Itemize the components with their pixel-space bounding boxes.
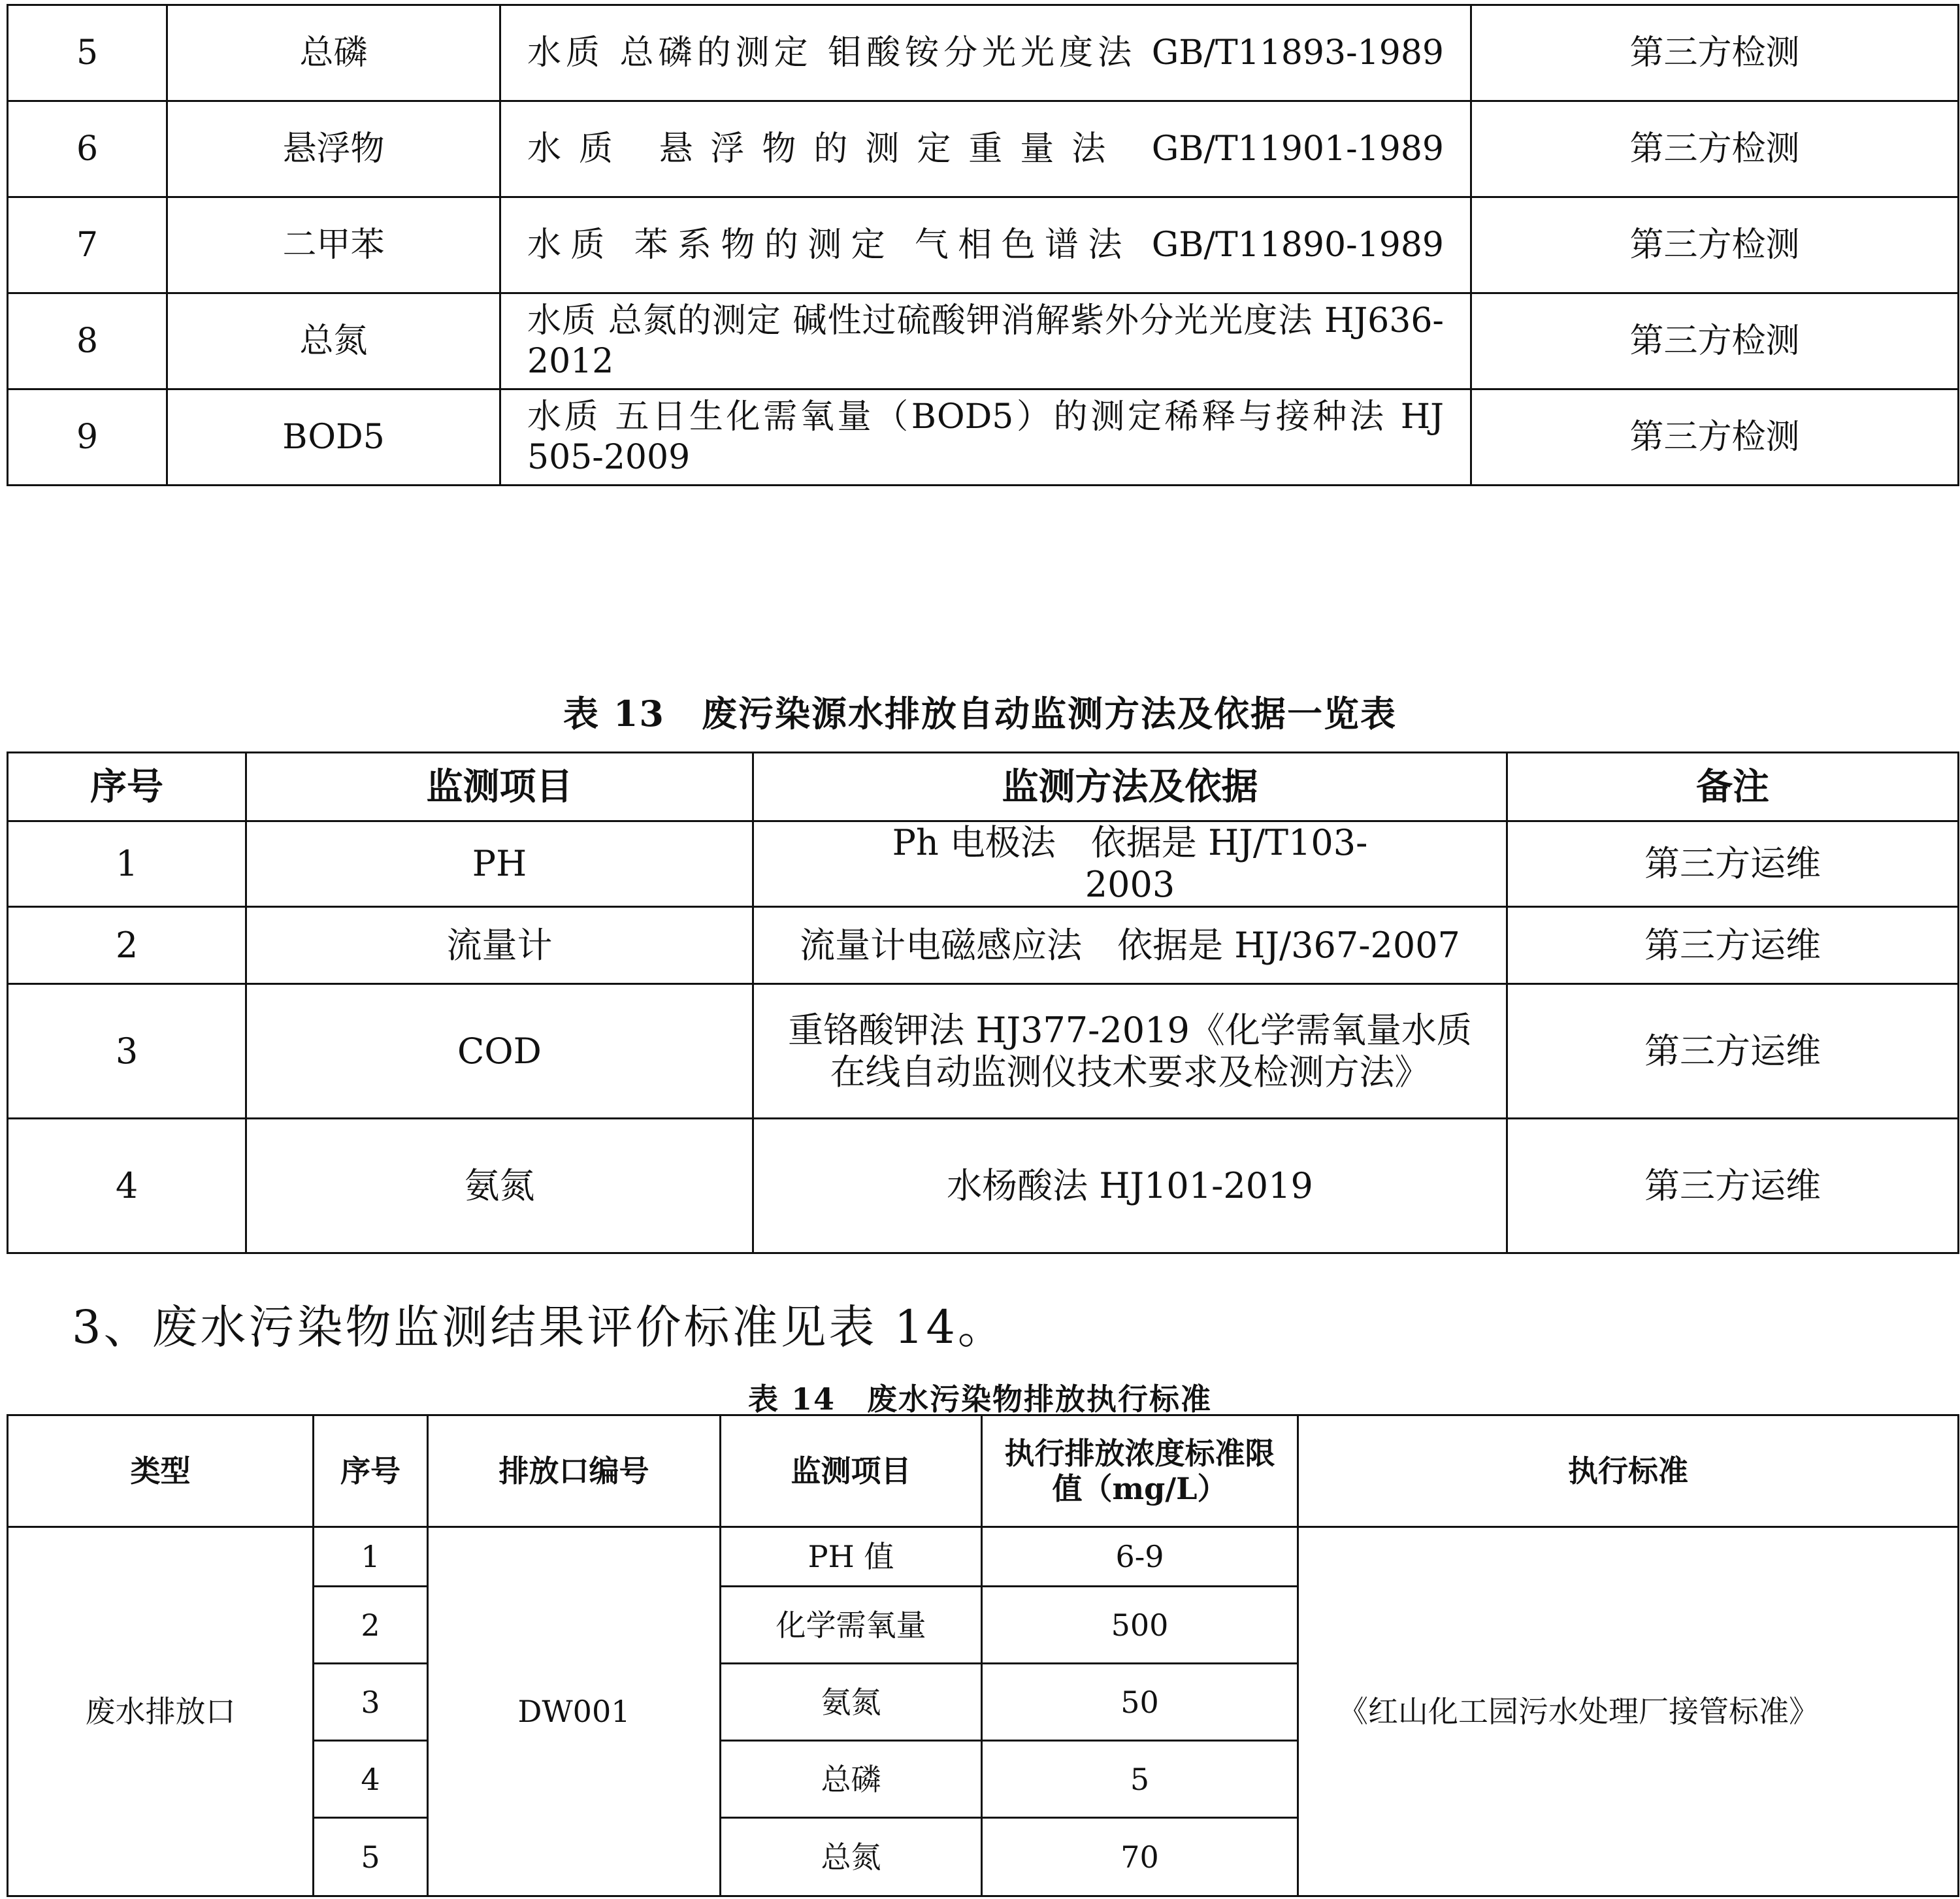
limit-value: 50 [982,1664,1298,1741]
column-header: 序号 [8,753,246,821]
column-header: 监测项目 [721,1415,982,1527]
remark: 第三方检测 [1471,101,1959,197]
monitoring-method: 水质 总氮的测定 碱性过硫酸钾消解紫外分光光度法 HJ636-2012 [500,293,1471,389]
discharge-standards-table [7,1414,1959,1897]
monitoring-methods-table-continued [7,4,1959,486]
row-number: 1 [314,1527,428,1587]
row-number: 6 [8,101,167,197]
limit-value: 70 [982,1818,1298,1896]
table-row [8,984,1959,1119]
table-14-caption: 表 14 废水污染物排放执行标准 [747,1381,1213,1417]
remark: 第三方运维 [1507,1119,1959,1253]
monitoring-item: 流量计 [246,907,753,984]
limit-value: 5 [982,1741,1298,1818]
monitoring-method: 水质 总磷的测定 钼酸铵分光光度法 GB/T11893-1989 [500,5,1471,101]
table-row [8,821,1959,907]
monitoring-method: 流量计电磁感应法 依据是 HJ/367-2007 [753,907,1507,984]
column-header: 类型 [8,1415,314,1527]
row-number: 2 [314,1587,428,1664]
row-number: 8 [8,293,167,389]
remark: 第三方检测 [1471,5,1959,101]
outlet-type: 废水排放口 [8,1527,314,1896]
row-number: 3 [8,984,246,1119]
remark: 第三方检测 [1471,293,1959,389]
applied-standard: 《红山化工园污水处理厂接管标准》 [1298,1527,1959,1896]
monitoring-method: 水杨酸法 HJ101-2019 [753,1119,1507,1253]
column-header: 备注 [1507,753,1959,821]
row-number: 2 [8,907,246,984]
table-row [8,907,1959,984]
table-row [8,293,1959,389]
table-row [8,5,1959,101]
column-header: 执行排放浓度标准限值（mg/L） [982,1415,1298,1527]
remark: 第三方运维 [1507,821,1959,907]
monitoring-item: 氨氮 [721,1664,982,1741]
row-number: 7 [8,197,167,293]
column-header: 排放口编号 [428,1415,721,1527]
limit-value: 500 [982,1587,1298,1664]
remark: 第三方运维 [1507,907,1959,984]
monitoring-item: BOD5 [167,389,500,486]
table-header-row [8,753,1959,821]
column-header: 执行标准 [1298,1415,1959,1527]
row-number: 1 [8,821,246,907]
row-number: 3 [314,1664,428,1741]
monitoring-item: 总氮 [721,1818,982,1896]
table-13-caption: 表 13 废污染源水排放自动监测方法及依据一览表 [563,693,1397,735]
row-number: 9 [8,389,167,486]
remark: 第三方检测 [1471,197,1959,293]
remark: 第三方检测 [1471,389,1959,486]
table-row [8,1119,1959,1253]
monitoring-item: 总磷 [721,1741,982,1818]
row-number: 4 [8,1119,246,1253]
monitoring-item: 氨氮 [246,1119,753,1253]
row-number: 4 [314,1741,428,1818]
remark: 第三方运维 [1507,984,1959,1119]
table-row [8,389,1959,486]
table-header-row [8,1415,1959,1527]
limit-value: 6-9 [982,1527,1298,1587]
monitoring-item: 悬浮物 [167,101,500,197]
monitoring-method: 水质 苯系物的测定 气相色谱法 GB/T11890-1989 [500,197,1471,293]
monitoring-method: 重铬酸钾法 HJ377-2019《化学需氧量水质在线自动监测仪技术要求及检测方法》 [753,984,1507,1119]
column-header: 监测项目 [246,753,753,821]
monitoring-method: Ph 电极法 依据是 HJ/T103-2003 [753,821,1507,907]
row-number: 5 [8,5,167,101]
monitoring-item: 总磷 [167,5,500,101]
monitoring-method: 水质 悬浮物的测定重量法 GB/T11901-1989 [500,101,1471,197]
column-header: 序号 [314,1415,428,1527]
auto-monitoring-methods-table [7,751,1959,1254]
monitoring-item: 二甲苯 [167,197,500,293]
monitoring-item: 化学需氧量 [721,1587,982,1664]
table-row [8,101,1959,197]
section-paragraph: 3、废水污染物监测结果评价标准见表 14。 [72,1300,1006,1354]
monitoring-item: PH 值 [721,1527,982,1587]
outlet-code: DW001 [428,1527,721,1896]
table-row [8,1527,1959,1587]
monitoring-method: 水质 五日生化需氧量（BOD5）的测定稀释与接种法 HJ 505-2009 [500,389,1471,486]
column-header: 监测方法及依据 [753,753,1507,821]
monitoring-item: COD [246,984,753,1119]
table-row [8,197,1959,293]
monitoring-item: PH [246,821,753,907]
monitoring-item: 总氮 [167,293,500,389]
row-number: 5 [314,1818,428,1896]
